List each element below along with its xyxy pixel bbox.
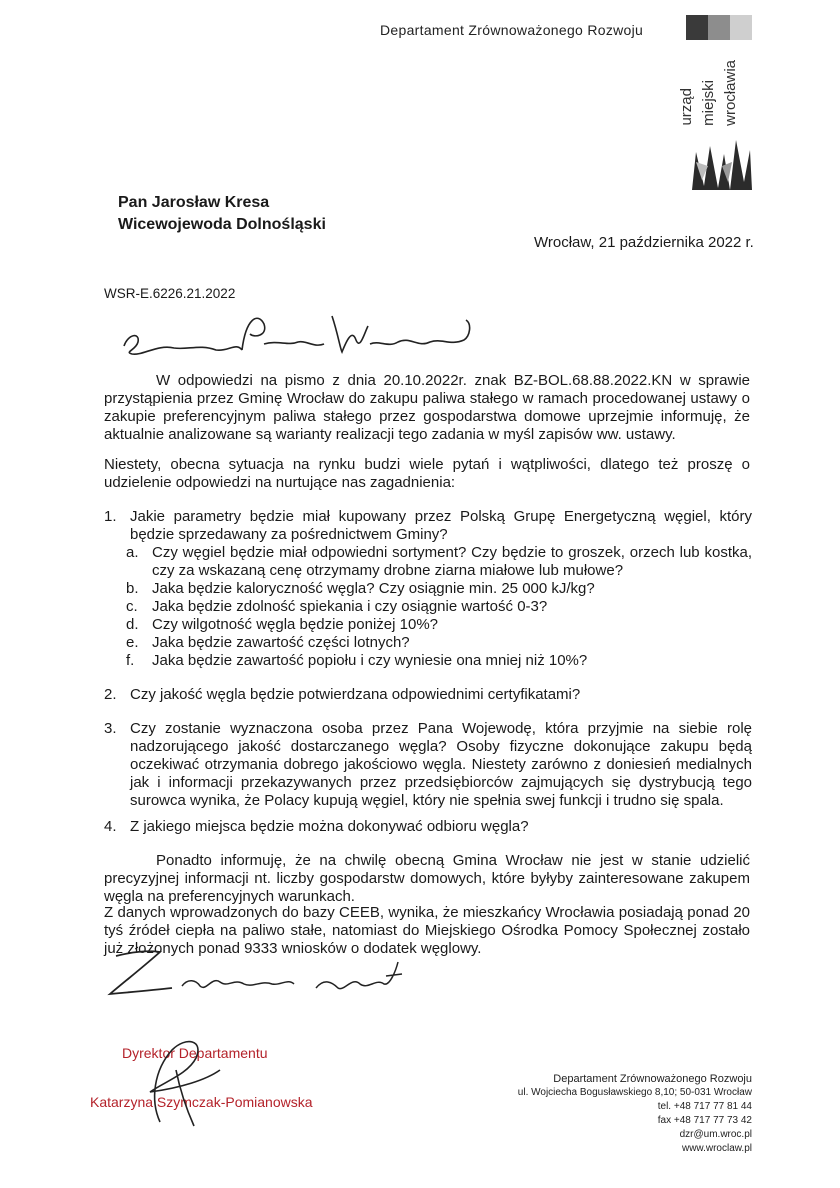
stamp-name: Katarzyna Szymczak-Pomianowska — [90, 1094, 313, 1110]
footer-tel: tel. +48 717 77 81 44 — [657, 1101, 752, 1112]
logo-word-miejski: miejski — [700, 80, 717, 126]
sub-text: Jaka będzie zawartość popiołu i czy wyniesie ona mniej niż 10%? — [152, 652, 588, 669]
question-text: Z jakiego miejsca będzie można dokonywać odbioru węgla? — [130, 818, 529, 835]
footer-web: www.wroclaw.pl — [681, 1143, 752, 1154]
wroclaw-logo-icon — [686, 132, 756, 194]
date-line: Wrocław, 21 października 2022 r. — [534, 234, 754, 251]
handwritten-salutation — [118, 304, 478, 360]
reference-number: WSR-E.6226.21.2022 — [104, 286, 236, 301]
question-text: Czy jakość węgla będzie potwierdzana odpowiednimi certyfikatami? — [130, 686, 581, 703]
question-text: Jakie parametry będzie miał kupowany przez Polską Grupę Energetyczną węgiel, który będzie sprzedawany za pośrednictwem Gminy? — [130, 508, 752, 543]
city-office-logo-text — [676, 40, 756, 126]
logo-word-wroclawia: wrocławia — [722, 60, 739, 126]
body-paragraph-3: Ponadto informuję, że na chwilę obecną Gmina Wrocław nie jest w stanie udzielić precyzyjnej informacji nt. liczby gospodarstw domowych, które byłyby zainteresowane zakupem węgla na preferencyjnych warunkach. — [104, 852, 750, 905]
department-header: Departament Zrównoważonego Rozwoju — [380, 22, 644, 38]
sub-text: Czy węgiel będzie miał odpowiedni sortyment? Czy będzie to groszek, orzech lub kostka, czy za wskazaną cenę otrzymamy drobne ziarna miałowe lub mułowe? — [152, 544, 752, 579]
handwritten-closing — [102, 942, 422, 1002]
sub-label: f. — [126, 652, 135, 669]
question-text: Czy zostanie wyznaczona osoba przez Pana Wojewodę, która przyjmie na siebie rolę nadzorującego jakość dostarczanego węgla? Osoby fizyczne dokonujące zakupu będą oczekiwać otrzymania dobrego jakościowo węgla. Niestety zarówno z doniesień medialnych jak i informacji przekazywanych przez przedsiębiorców zajmujących się dystrybucją tego surowca wynika, że Polacy kupują węgiel, który nie spełnia swej funkcji i trudno się spala. — [130, 720, 752, 809]
question-number: 1. — [104, 508, 117, 525]
question-number: 3. — [104, 720, 117, 737]
sub-label: e. — [126, 634, 139, 651]
question-number: 2. — [104, 686, 117, 703]
sub-text: Jaka będzie zawartość części lotnych? — [152, 634, 410, 651]
body-paragraph-4: Z danych wprowadzonych do bazy CEEB, wynika, że mieszkańcy Wrocławia posiadają ponad 20 tyś źródeł ciepła na paliwo stałe, natomiast do Miejskiego Ośrodka Pomocy Społecznej zostało już złożonych ponad 9333 wniosków o dodatek węglowy. — [104, 904, 750, 957]
footer-contact — [460, 1072, 752, 1156]
director-signature — [120, 1030, 240, 1130]
footer-email: dzr@um.wroc.pl — [679, 1129, 752, 1140]
sub-text: Jaka będzie kaloryczność węgla? Czy osiągnie min. 25 000 kJ/kg? — [152, 580, 595, 597]
sub-label: d. — [126, 616, 139, 633]
logo-word-urzad: urząd — [678, 88, 695, 126]
logo-gradient-bar — [686, 15, 752, 40]
footer-address: ul. Wojciecha Bogusławskiego 8,10; 50-031 Wrocław — [517, 1087, 752, 1098]
body-paragraph-1: W odpowiedzi na pismo z dnia 20.10.2022r. znak BZ-BOL.68.88.2022.KN w sprawie przystąpienia przez Gminę Wrocław do zakupu paliwa stałego w ramach procedowanej ustawy o zakupie preferencyjnym paliwa stałego przez gospodarstwa domowe uprzejmie informuję, że aktualnie analizowane są warianty realizacji tego zadania w myśl zapisów ww. ustawy. — [104, 372, 750, 443]
sub-label: a. — [126, 544, 139, 561]
body-paragraph-2: Niestety, obecna sytuacja na rynku budzi wiele pytań i wątpliwości, dlatego też proszę o udzielenie odpowiedzi na nurtujące nas zagadnienia: — [104, 456, 750, 491]
footer-fax: fax +48 717 77 73 42 — [657, 1115, 752, 1126]
question-number: 4. — [104, 818, 117, 835]
sub-label: b. — [126, 580, 139, 597]
sub-label: c. — [126, 598, 138, 615]
addressee-name: Pan Jarosław Kresa — [118, 194, 270, 211]
footer-department: Departament Zrównoważonego Rozwoju — [553, 1073, 752, 1085]
addressee-block — [118, 192, 326, 236]
addressee-title: Wicewojewoda Dolnośląski — [118, 216, 326, 233]
sub-text: Czy wilgotność węgla będzie poniżej 10%? — [152, 616, 438, 633]
sub-text: Jaka będzie zdolność spiekania i czy osiągnie wartość 0-3? — [152, 598, 548, 615]
stamp-title: Dyrektor Departamentu — [122, 1045, 268, 1061]
